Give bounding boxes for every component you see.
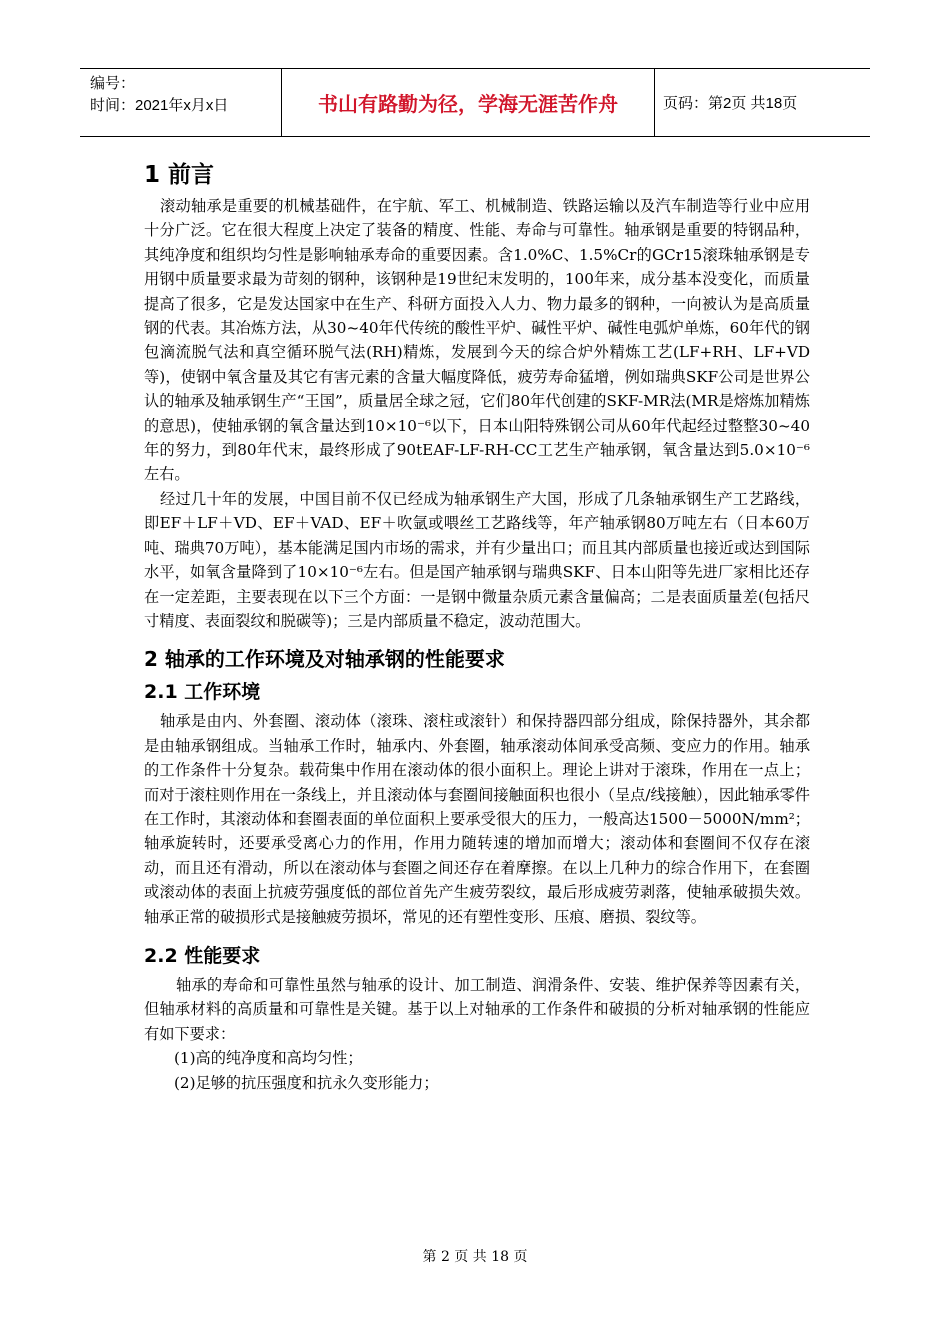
section-1-title: 1 前言 <box>144 162 215 188</box>
header-date: 时间：2021年x月x日 <box>90 97 229 114</box>
section-1-paragraph-2: 经过几十年的发展，中国目前不仅已经成为轴承钢生产大国，形成了几条轴承钢生产工艺路线，即EF＋LF＋VD、EF＋VAD、EF＋吹氩或喂丝工艺路线等，年产轴承钢80万吨左右（日本60万吨、瑞典70万吨），基本能满足国内市场的需求，并有少量出口；而且其内部质量也接近或达到国际水平，如氧含量降到了10×10⁻⁶左右。但是国产轴承钢与瑞典SKF、日本山阳等先进厂家相比还存在一定差距，主要表现在以下三个方面：一是钢中微量杂质元素含量偏高；二是表面质量差(包括尺寸精度、表面裂纹和脱碳等)；三是内部质量不稳定，波动范围大。 <box>144 489 810 630</box>
document-body <box>144 150 810 1095</box>
section-2-1-title: 2.1 工作环境 <box>144 681 261 704</box>
header-page-number: 页码：第2页 共18页 <box>663 95 798 112</box>
section-2-2-paragraph: 轴承的寿命和可靠性虽然与轴承的设计、加工制造、润滑条件、安装、维护保养等因素有关，但轴承材料的高质量和可靠性是关键。基于以上对轴承的工作条件和破损的分析对轴承钢的性能应有如下要求： <box>144 975 810 1043</box>
requirement-item-1: (1)高的纯净度和高均匀性； <box>174 1049 363 1068</box>
section-2-title: 2 轴承的工作环境及对轴承钢的性能要求 <box>144 647 505 672</box>
section-2-1-paragraph: 轴承是由内、外套圈、滚动体（滚珠、滚柱或滚针）和保持器四部分组成，除保持器外，其余都是由轴承钢组成。当轴承工作时，轴承内、外套圈，轴承滚动体间承受高频、变应力的作用。轴承的工作条件十分复杂。载荷集中作用在滚动体的很小面积上。理论上讲对于滚珠，作用在一点上；而对于滚柱则作用在一条线上，并且滚动体与套圈间接触面积也很小（呈点/线接触），因此轴承零件在工作时，其滚动体和套圈表面的单位面积上要承受很大的压力，一般高达1500－5000N/mm²；轴承旋转时，还要承受离心力的作用，作用力随转速的增加而增大；滚动体和套圈间不仅存在滚动，而且还有滑动，所以在滚动体与套圈之间还存在着摩擦。在以上几种力的综合作用下，在套圈或滚动体的表面上抗疲劳强度低的部位首先产生疲劳裂纹，最后形成疲劳剥落，使轴承破损失效。轴承正常的破损形式是接触疲劳损坏，常见的还有塑性变形、压痕、磨损、裂纹等。 <box>144 712 810 926</box>
header-info-cell <box>80 69 282 136</box>
section-2-2-title: 2.2 性能要求 <box>144 944 261 967</box>
section-1-paragraph-1: 滚动轴承是重要的机械基础件，在宇航、军工、机械制造、铁路运输以及汽车制造等行业中应用十分广泛。它在很大程度上决定了装备的精度、性能、寿命与可靠性。轴承钢是重要的特钢品种，其纯净度和组织均匀性是影响轴承寿命的重要因素。含1.0%C、1.5%Cr的GCr15滚珠轴承钢是专用钢中质量要求最为苛刻的钢种，该钢种是19世纪末发明的，100年来，成分基本没变化，而质量提高了很多，它是发达国家中在生产、科研方面投入人力、物力最多的钢种，一向被认为是高质量钢的代表。其冶炼方法，从30~40年代传统的酸性平炉、碱性平炉、碱性电弧炉单炼，60年代的钢包滴流脱气法和真空循环脱气法(RH)精炼，发展到今天的综合炉外精炼工艺(LF+RH、LF+VD等)，使钢中氧含量及其它有害元素的含量大幅度降低，疲劳寿命猛增，例如瑞典SKF公司是世界公认的轴承及轴承钢生产“王国”，质量居全球之冠，它们80年代创建的SKF-MR法(MR是熔炼加精炼的意思)，使轴承钢的氧含量达到10×10⁻⁶以下，日本山阳特殊钢公司从60年代起经过整整30~40年的努力，到80年代末，最终形成了90tEAF-LF-RH-CC工艺生产轴承钢，氧含量达到5.0×10⁻⁶左右。 <box>144 197 810 484</box>
page-header <box>80 68 870 137</box>
header-motto: 书山有路勤为径，学海无涯苦作舟 <box>282 69 655 136</box>
page-footer: 第 2 页 共 18 页 <box>422 1249 528 1265</box>
header-code-label: 编号： <box>90 75 136 92</box>
requirement-item-2: (2)足够的抗压强度和抗永久变形能力； <box>174 1073 439 1092</box>
